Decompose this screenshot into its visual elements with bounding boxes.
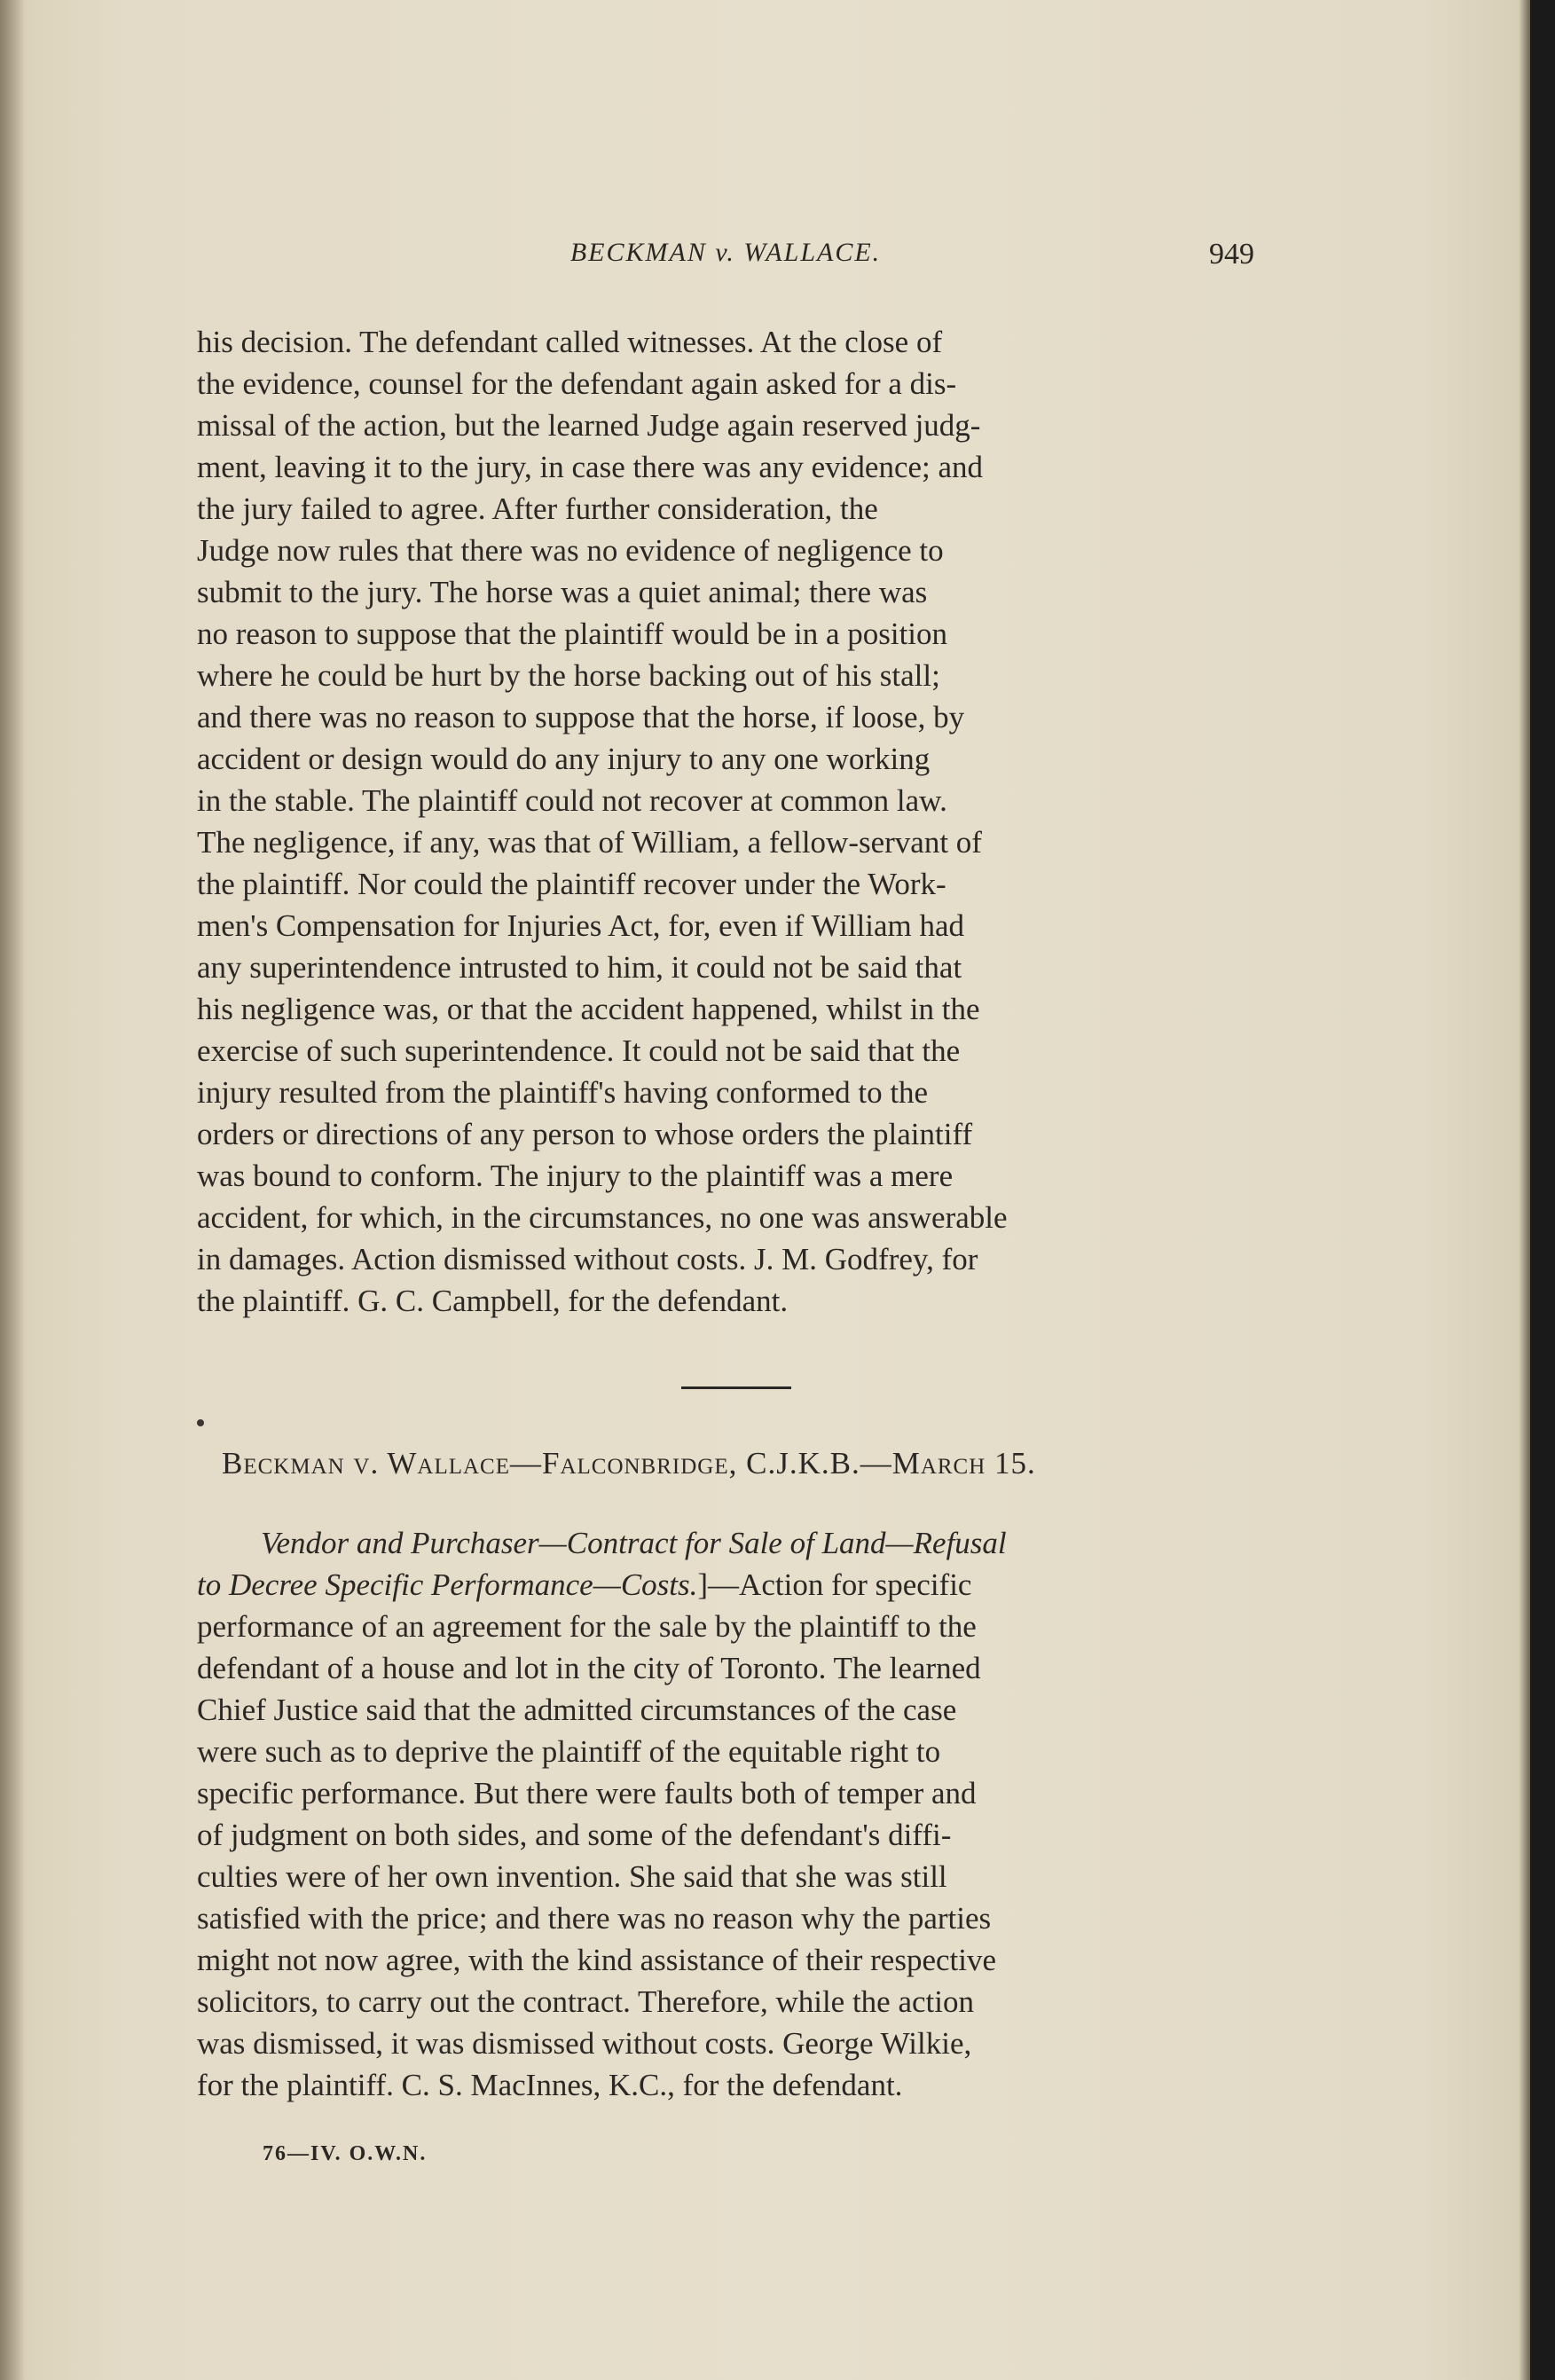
page-edge-shadow [1519,0,1530,2380]
text-line: orders or directions of any person to whose orders the plaintiff [197,1117,973,1151]
italic-catchwords: to Decree Specific Performance—Costs. [197,1567,698,1602]
text-line: was dismissed, it was dismissed without costs. George Wilkie, [197,2026,972,2061]
text-fragment: ]—Action for specific [697,1567,972,1602]
text-line: in the stable. The plaintiff could not recover at common law. [197,783,947,818]
text-line: Chief Justice said that the admitted circumstances of the case [197,1693,957,1727]
text-line: was bound to conform. The injury to the plaintiff was a mere [197,1159,954,1193]
text-line: might not now agree, with the kind assistance of their respective [197,1943,996,1977]
case-heading: Beckman v. Wallace—Falconbridge, C.J.K.B.—March 15. [222,1446,1036,1481]
text-line: no reason to suppose that the plaintiff would be in a position [197,617,948,651]
text-line [197,1564,1254,1606]
italic-catchwords: Vendor and Purchaser—Contract for Sale of Land—Refusal [261,1526,1007,1560]
text-line: ment, leaving it to the jury, in case there was any evidence; and [197,450,984,484]
text-line: submit to the jury. The horse was a quiet animal; there was [197,575,928,609]
text-line: his negligence was, or that the accident happened, whilst in the [197,992,980,1026]
text-line: and there was no reason to suppose that the horse, if loose, by [197,700,965,734]
running-head [197,238,1254,282]
text-line: defendant of a house and lot in the city of Toronto. The learned [197,1651,981,1685]
text-line: of judgment on both sides, and some of the defendant's diffi- [197,1818,952,1852]
text-line: accident or design would do any injury to any one working [197,742,931,776]
text-line: any superintendence intrusted to him, it could not be said that [197,950,962,985]
text-line: The negligence, if any, was that of William, a fellow-servant of [197,825,982,860]
text-line: men's Compensation for Injuries Act, for, even if William had [197,908,965,943]
text-line: solicitors, to carry out the contract. Therefore, while the action [197,1984,974,2019]
text-line: exercise of such superintendence. It could not be said that the [197,1033,961,1068]
text-line: accident, for which, in the circumstances, no one was answerable [197,1200,1008,1235]
ink-dot [197,1419,204,1426]
text-line: performance of an agreement for the sale by the plaintiff to the [197,1609,977,1644]
text-line: the jury failed to agree. After further consideration, the [197,491,878,526]
text-line: the plaintiff. Nor could the plaintiff recover under the Work- [197,867,946,901]
text-line: specific performance. But there were faults both of temper and [197,1776,977,1811]
signature-mark: 76—IV. O.W.N. [263,2142,428,2165]
text-line: culties were of her own invention. She said that she was still [197,1859,947,1894]
text-line [197,1522,1254,1564]
text-line: the plaintiff. G. C. Campbell, for the defendant. [197,1284,789,1318]
text-line: were such as to deprive the plaintiff of the equitable right to [197,1734,941,1769]
text-line: his decision. The defendant called witnesses. At the close of [197,325,943,359]
text-line: injury resulted from the plaintiff's having conformed to the [197,1075,929,1110]
paragraph-1 [197,321,1254,1322]
text-line: Judge now rules that there was no evidence of negligence to [197,533,944,568]
binding-shadow [0,0,25,2380]
running-title: BECKMAN v. WALLACE. [569,238,882,267]
text-line: for the plaintiff. C. S. MacInnes, K.C., for the defendant. [197,2068,903,2102]
text-line: the evidence, counsel for the defendant again asked for a dis- [197,366,957,401]
text-line: missal of the action, but the learned Judge again reserved judg- [197,408,981,443]
text-line: satisfied with the price; and there was no reason why the parties [197,1901,992,1936]
text-line: where he could be hurt by the horse backing out of his stall; [197,658,940,693]
paragraph-2 [197,1522,1254,2106]
text-line: in damages. Action dismissed without costs. J. M. Godfrey, for [197,1242,978,1276]
section-divider [681,1386,791,1389]
page-number: 949 [1209,238,1254,271]
